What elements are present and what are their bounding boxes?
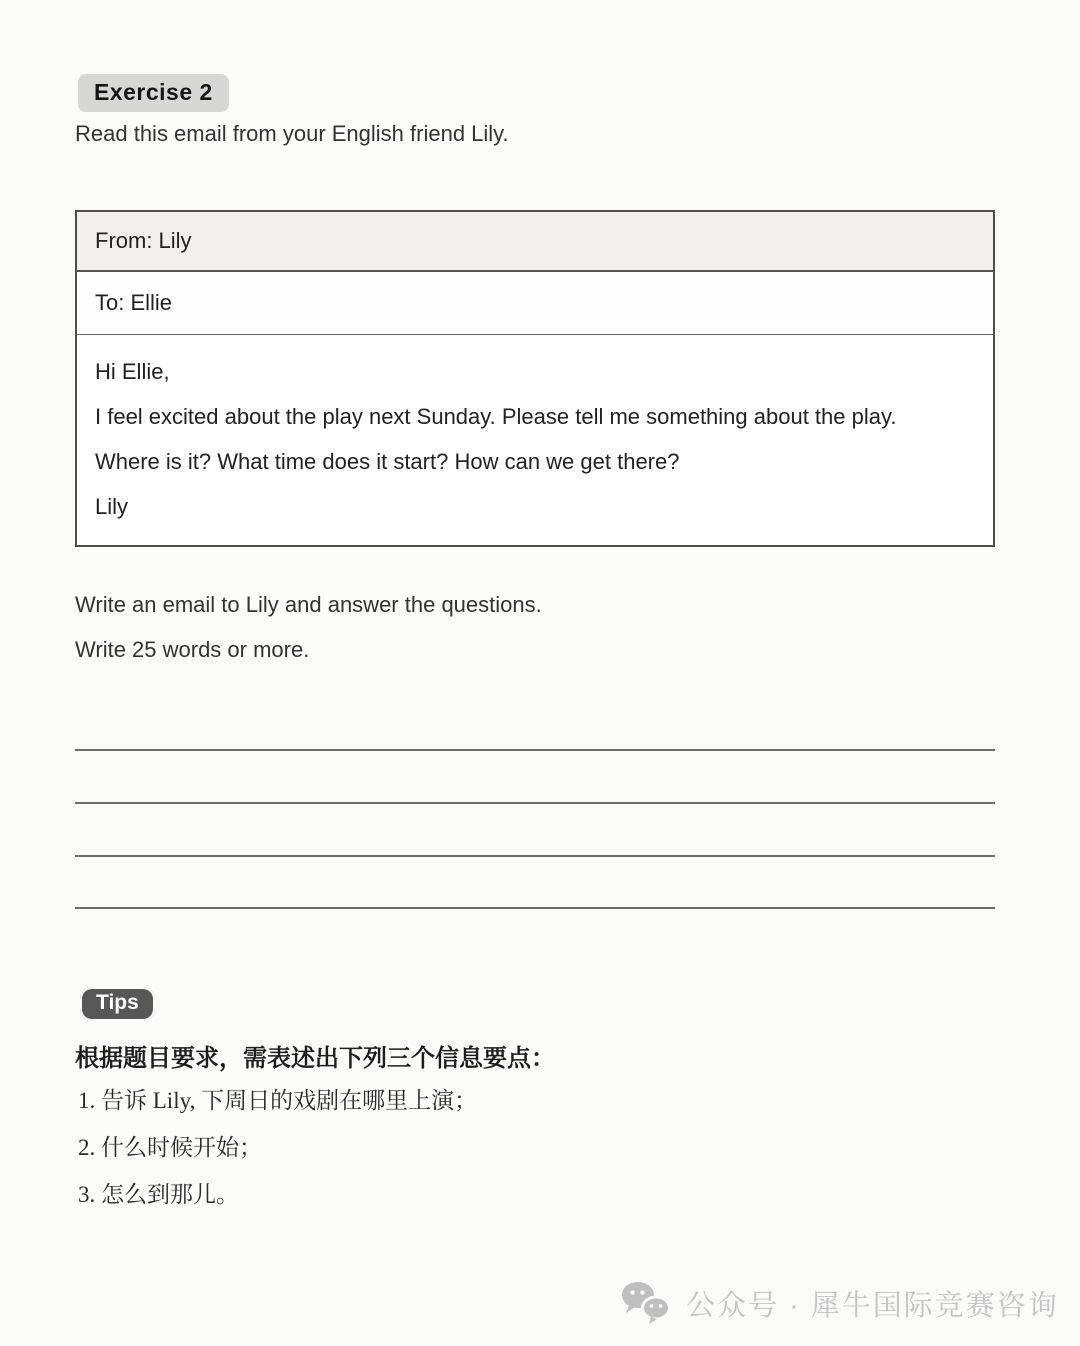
watermark — [620, 1280, 1059, 1326]
email-body — [77, 335, 993, 545]
answer-blank-line — [75, 802, 995, 804]
email-body-line: Hi Ellie, — [95, 359, 170, 384]
email-from-row: From: Lily — [77, 212, 993, 272]
watermark-text: 公众号 · 犀牛国际竞赛咨询 — [686, 1289, 1059, 1322]
tips-item: 3. 怎么到那儿。 — [78, 1182, 239, 1207]
tips-badge: Tips — [80, 987, 155, 1021]
email-body-line: I feel excited about the play next Sunday. Please tell me something about the play. — [95, 404, 897, 429]
email-body-line: Lily — [95, 494, 129, 519]
exercise-badge: Exercise 2 — [78, 74, 229, 112]
email-to-row: To: Ellie — [77, 272, 993, 335]
instruction-word-count: Write 25 words or more. — [75, 637, 310, 662]
tips-item: 2. 什么时候开始； — [78, 1135, 262, 1160]
instruction-write-email: Write an email to Lily and answer the questions. — [75, 592, 542, 617]
email-box — [75, 210, 995, 547]
tips-heading: 根据题目要求，需表述出下列三个信息要点： — [75, 1045, 555, 1072]
wechat-icon — [620, 1280, 672, 1326]
intro-text: Read this email from your English friend Lily. — [75, 121, 509, 146]
answer-blank-line — [75, 907, 995, 909]
answer-blank-line — [75, 749, 995, 751]
email-body-line: Where is it? What time does it start? How can we get there? — [95, 449, 680, 474]
tips-item: 1. 告诉 Lily, 下周日的戏剧在哪里上演； — [78, 1088, 478, 1113]
answer-blank-line — [75, 855, 995, 857]
